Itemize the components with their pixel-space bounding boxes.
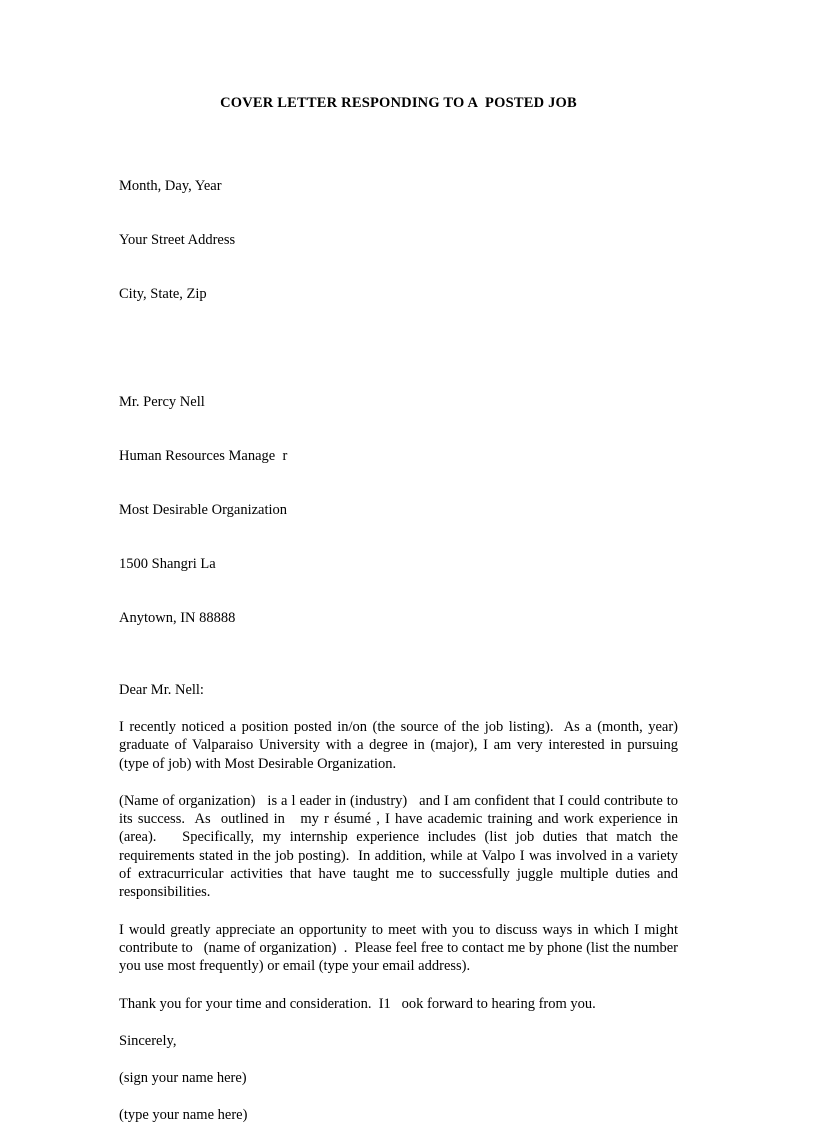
- body-paragraph-3: I would greatly appreciate an opportunity to meet with you to discuss ways in which I might contribute to (name of organization) . Please feel free to contact me by phone (list the number you use most frequently) or email (type your email address).: [119, 921, 682, 975]
- sender-date-line: Month, Day, Year: [119, 178, 222, 194]
- recipient-address-block: [119, 357, 678, 663]
- recipient-street-line: 1500 Shangri La: [119, 556, 216, 572]
- recipient-name-line: Mr. Percy Nell: [119, 394, 205, 410]
- typed-name-placeholder: (type your name here): [119, 1106, 248, 1123]
- signature-placeholder: (sign your name here): [119, 1069, 247, 1086]
- recipient-title-line: Human Resources Manage r: [119, 448, 288, 464]
- letter-body: [119, 0, 682, 1124]
- sender-street-line: Your Street Address: [119, 232, 236, 248]
- salutation: Dear Mr. Nell:: [119, 682, 204, 698]
- body-paragraph-1: I recently noticed a position posted in/on (the source of the job listing). As a (month, year) graduate of Valparaiso University with a degree in (major), I am very interested in pursuing (type of job) with Most Desirable Organization.: [119, 719, 682, 772]
- sender-address-block: [119, 141, 678, 339]
- recipient-city-line: Anytown, IN 88888: [119, 610, 236, 626]
- closing-salutation: Sincerely,: [119, 1032, 177, 1049]
- page-title: COVER LETTER RESPONDING TO A POSTED JOB: [220, 95, 577, 111]
- sender-city-line: City, State, Zip: [119, 286, 207, 302]
- recipient-organization-line: Most Desirable Organization: [119, 502, 288, 518]
- body-paragraph-2: (Name of organization) is a l eader in (industry) and I am confident that I could contribute to its success. As outlined in my r ésumé , I have academic training and work experience in (area). Specifically, my internship experience includes (list job duties that match the requirements stated in the job posting). In addition, while at Valpo I was involved in a variety of extracurricular activities that have taught me to successfully juggle multiple duties and responsibilities.: [119, 792, 682, 901]
- thank-you-line: Thank you for your time and consideration. I1 ook forward to hearing from you.: [119, 995, 596, 1012]
